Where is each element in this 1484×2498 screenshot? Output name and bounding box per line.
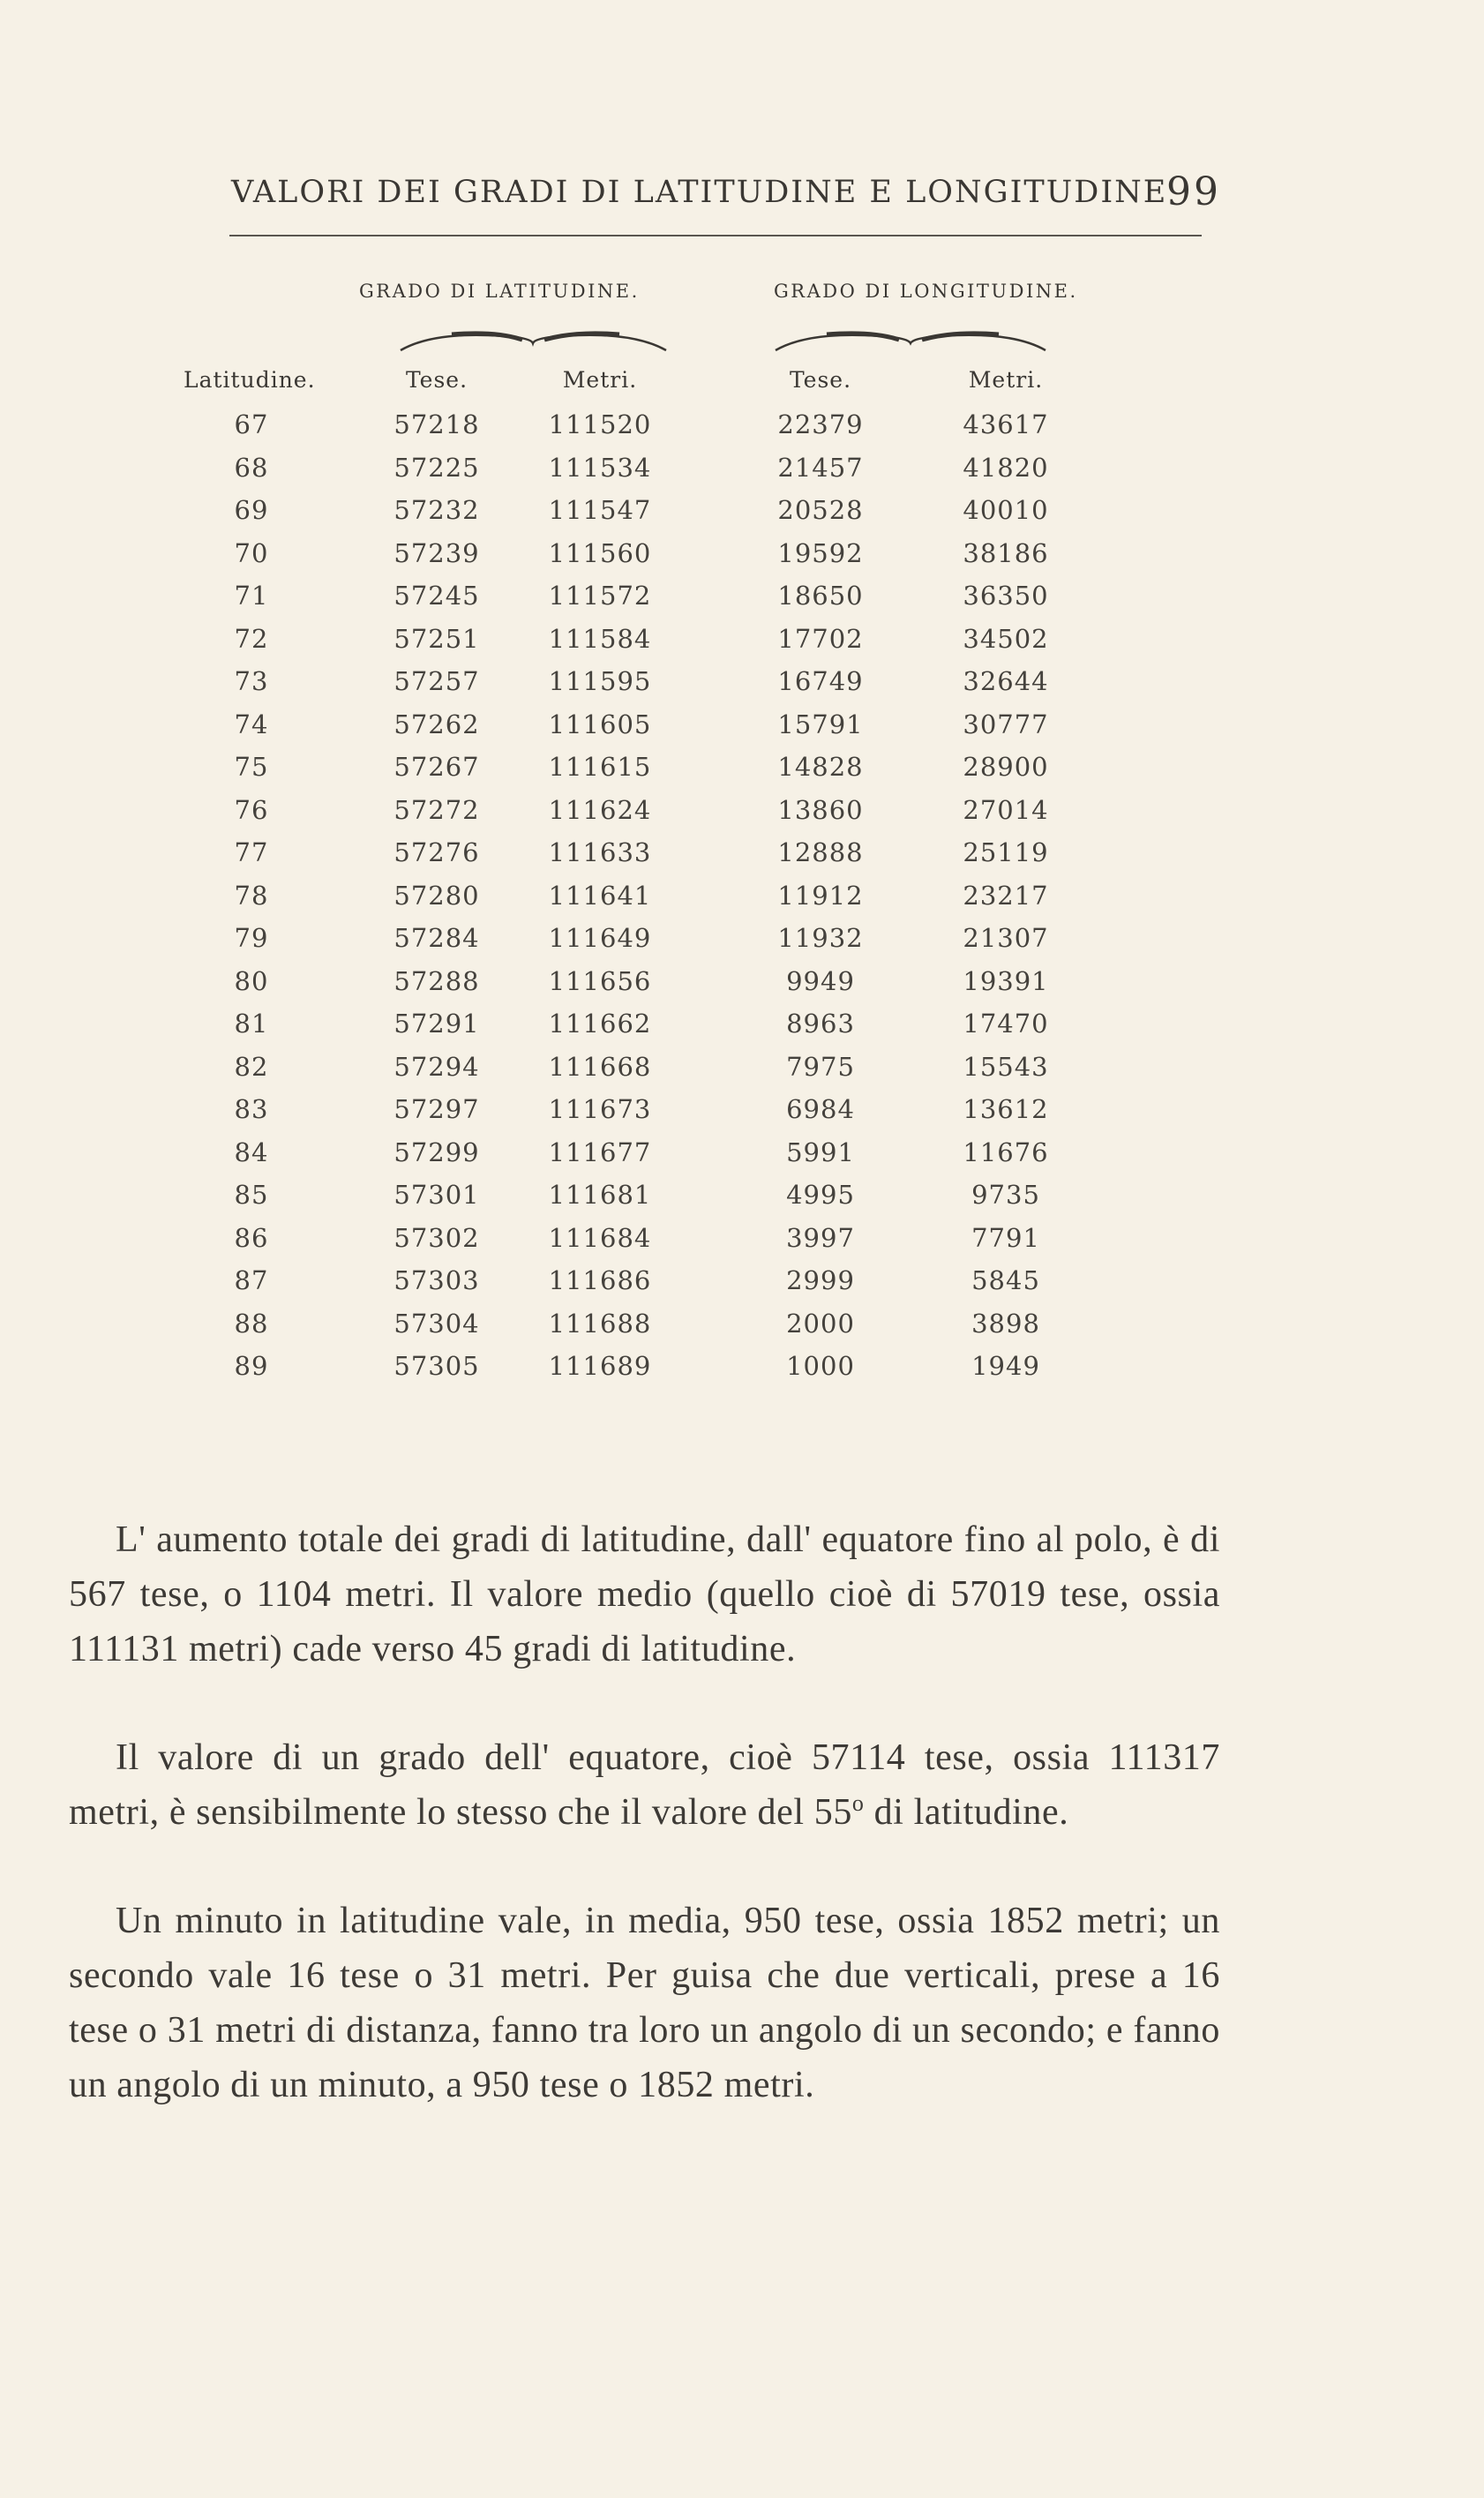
cell-lon-metri: 9735	[971, 1180, 1040, 1210]
cell-lon-tese: 18650	[777, 581, 864, 611]
cell-latitude: 78	[234, 880, 269, 911]
cell-lat-tese: 57303	[393, 1265, 480, 1295]
cell-lon-tese: 2999	[786, 1265, 855, 1295]
cell-lon-metri: 30777	[963, 709, 1049, 739]
cell-lon-tese: 6984	[786, 1094, 855, 1124]
cell-latitude: 77	[234, 837, 269, 867]
cell-lat-metri: 111684	[548, 1222, 652, 1253]
col-header-lon-tese: Tese.	[789, 367, 852, 393]
cell-lat-tese: 57284	[393, 923, 480, 953]
cell-lat-metri: 111656	[548, 965, 652, 996]
paragraph-valore-equatore	[69, 1730, 1220, 1840]
cell-lon-metri: 15543	[963, 1051, 1049, 1082]
cell-lat-metri: 111534	[548, 452, 652, 483]
cell-lon-tese: 3997	[786, 1222, 855, 1253]
cell-lon-metri: 1949	[971, 1351, 1040, 1381]
cell-lat-metri: 111547	[548, 495, 652, 525]
paragraph-1-text: L' aumento totale dei gradi di latitudine, dall' equatore fino al polo, è di 567 tese, o 1104 metri. Il valore medio (quello cioè di 57019 tese, ossia 111131 metri) cade verso 45 gradi di latitudine.	[69, 1519, 1220, 1669]
cell-lat-tese: 57267	[393, 752, 480, 782]
paragraph-2-text: Il valore di un grado dell' equatore, cioè 57114 tese, ossia 111317 metri, è sensibilmente lo stesso che il valore del 55	[69, 1737, 1220, 1833]
cell-lon-tese: 1000	[786, 1351, 855, 1381]
cell-lon-tese: 16749	[777, 666, 864, 696]
cell-lat-tese: 57280	[393, 880, 480, 911]
cell-lon-metri: 25119	[963, 837, 1049, 867]
cell-lon-metri: 13612	[963, 1094, 1049, 1124]
table-row	[0, 538, 1484, 581]
cell-latitude: 81	[234, 1009, 269, 1039]
table-row	[0, 666, 1484, 709]
cell-lat-tese: 57257	[393, 666, 480, 696]
cell-lat-tese: 57302	[393, 1222, 480, 1253]
cell-lon-metri: 40010	[963, 495, 1049, 525]
table-row	[0, 1052, 1484, 1094]
longitude-group-heading: GRADO DI LONGITUDINE.	[774, 281, 1078, 302]
cell-lat-tese: 57225	[393, 452, 480, 483]
cell-lat-tese: 57301	[393, 1180, 480, 1210]
cell-lon-tese: 20528	[777, 495, 864, 525]
table-row	[0, 1137, 1484, 1180]
table-row	[0, 1351, 1484, 1393]
cell-lat-tese: 57239	[393, 537, 480, 568]
table-row	[0, 453, 1484, 495]
table-row	[0, 1009, 1484, 1051]
cell-latitude: 87	[234, 1265, 269, 1295]
cell-lon-metri: 38186	[963, 537, 1049, 568]
table-row	[0, 837, 1484, 880]
cell-lat-tese: 57305	[393, 1351, 480, 1381]
cell-latitude: 73	[234, 666, 269, 696]
table-row	[0, 795, 1484, 837]
cell-lat-tese: 57272	[393, 794, 480, 825]
cell-latitude: 85	[234, 1180, 269, 1210]
cell-lon-metri: 23217	[963, 880, 1049, 911]
cell-lon-metri: 7791	[971, 1222, 1040, 1253]
cell-lon-tese: 2000	[786, 1308, 855, 1339]
cell-lon-tese: 9949	[786, 965, 855, 996]
cell-lat-metri: 111560	[548, 537, 652, 568]
cell-lat-metri: 111686	[548, 1265, 652, 1295]
longitude-brace-icon	[774, 322, 1047, 357]
cell-lat-tese: 57232	[393, 495, 480, 525]
page-number: 99	[1166, 169, 1221, 214]
cell-lat-metri: 111688	[548, 1308, 652, 1339]
cell-lat-tese: 57276	[393, 837, 480, 867]
cell-latitude: 72	[234, 623, 269, 654]
cell-lat-metri: 111673	[548, 1094, 652, 1124]
cell-latitude: 89	[234, 1351, 269, 1381]
cell-latitude: 82	[234, 1051, 269, 1082]
cell-lat-tese: 57291	[393, 1009, 480, 1039]
cell-lon-tese: 13860	[777, 794, 864, 825]
cell-latitude: 75	[234, 752, 269, 782]
cell-lon-metri: 27014	[963, 794, 1049, 825]
cell-lat-tese: 57297	[393, 1094, 480, 1124]
cell-lon-metri: 34502	[963, 623, 1049, 654]
cell-lon-metri: 28900	[963, 752, 1049, 782]
cell-lon-metri: 32644	[963, 666, 1049, 696]
paragraph-2-end: di latitudine.	[864, 1792, 1069, 1833]
cell-lon-tese: 11912	[777, 880, 864, 911]
running-title: VALORI DEI GRADI DI LATITUDINE E LONGITUDINE	[231, 175, 1168, 210]
cell-latitude: 74	[234, 709, 269, 739]
table-row	[0, 881, 1484, 923]
cell-lon-metri: 36350	[963, 581, 1049, 611]
cell-lon-tese: 22379	[777, 409, 864, 439]
cell-lon-metri: 41820	[963, 452, 1049, 483]
cell-lat-tese: 57251	[393, 623, 480, 654]
cell-lon-metri: 19391	[963, 965, 1049, 996]
cell-lat-metri: 111677	[548, 1136, 652, 1167]
cell-latitude: 83	[234, 1094, 269, 1124]
col-header-latitude: Latitudine.	[184, 367, 316, 393]
cell-lon-tese: 21457	[777, 452, 864, 483]
col-header-lat-tese: Tese.	[405, 367, 468, 393]
cell-lat-metri: 111649	[548, 923, 652, 953]
cell-lat-tese: 57294	[393, 1051, 480, 1082]
cell-lon-tese: 7975	[786, 1051, 855, 1082]
cell-latitude: 88	[234, 1308, 269, 1339]
cell-lat-metri: 111605	[548, 709, 652, 739]
cell-latitude: 80	[234, 965, 269, 996]
cell-lon-metri: 17470	[963, 1009, 1049, 1039]
cell-lat-metri: 111572	[548, 581, 652, 611]
paragraph-minuto	[69, 1894, 1220, 2112]
cell-lat-tese: 57262	[393, 709, 480, 739]
paragraph-3-text: Un minuto in latitudine vale, in media, 950 tese, ossia 1852 metri; un secondo vale 16 tese o 31 metri. Per guisa che due verticali, prese a 16 tese o 31 metri di distanza, fanno tra loro un angolo di un secondo; e fanno un angolo di un minuto, a 950 tese o 1852 metri.	[69, 1901, 1220, 2105]
cell-lon-tese: 14828	[777, 752, 864, 782]
cell-lat-metri: 111689	[548, 1351, 652, 1381]
cell-lon-metri: 5845	[971, 1265, 1040, 1295]
table-row	[0, 1309, 1484, 1351]
table-row	[0, 1180, 1484, 1222]
latitude-brace-icon	[399, 322, 668, 357]
cell-lat-metri: 111595	[548, 666, 652, 696]
cell-latitude: 68	[234, 452, 269, 483]
col-header-lat-metri: Metri.	[562, 367, 638, 393]
cell-lon-metri: 43617	[963, 409, 1049, 439]
table-row	[0, 1223, 1484, 1265]
cell-latitude: 79	[234, 923, 269, 953]
table-row	[0, 1265, 1484, 1308]
cell-lat-metri: 111641	[548, 880, 652, 911]
cell-lat-metri: 111624	[548, 794, 652, 825]
paragraph-aumento-totale	[69, 1512, 1220, 1677]
cell-lat-metri: 111668	[548, 1051, 652, 1082]
cell-lat-metri: 111520	[548, 409, 652, 439]
cell-lon-metri: 3898	[971, 1308, 1040, 1339]
cell-lon-tese: 11932	[777, 923, 864, 953]
cell-lon-metri: 21307	[963, 923, 1049, 953]
cell-latitude: 71	[234, 581, 269, 611]
cell-latitude: 70	[234, 537, 269, 568]
cell-lat-tese: 57245	[393, 581, 480, 611]
cell-latitude: 86	[234, 1222, 269, 1253]
table-row	[0, 495, 1484, 537]
table-row	[0, 581, 1484, 623]
table-row	[0, 752, 1484, 794]
cell-lon-tese: 8963	[786, 1009, 855, 1039]
header-rule	[229, 235, 1202, 236]
cell-latitude: 84	[234, 1136, 269, 1167]
cell-lon-tese: 4995	[786, 1180, 855, 1210]
table-row	[0, 409, 1484, 452]
cell-lon-metri: 11676	[963, 1136, 1049, 1167]
table-row	[0, 709, 1484, 752]
cell-latitude: 76	[234, 794, 269, 825]
cell-lat-metri: 111615	[548, 752, 652, 782]
cell-lat-metri: 111633	[548, 837, 652, 867]
cell-lat-metri: 111681	[548, 1180, 652, 1210]
cell-latitude: 69	[234, 495, 269, 525]
cell-lat-tese: 57218	[393, 409, 480, 439]
cell-lat-tese: 57288	[393, 965, 480, 996]
col-header-lon-metri: Metri.	[968, 367, 1044, 393]
latitude-group-heading: GRADO DI LATITUDINE.	[359, 281, 640, 302]
cell-lon-tese: 19592	[777, 537, 864, 568]
cell-lat-tese: 57304	[393, 1308, 480, 1339]
table-row	[0, 966, 1484, 1009]
degree-superscript: o	[851, 1790, 865, 1816]
cell-lat-tese: 57299	[393, 1136, 480, 1167]
cell-lon-tese: 17702	[777, 623, 864, 654]
cell-lat-metri: 111584	[548, 623, 652, 654]
running-header	[231, 169, 1221, 214]
cell-latitude: 67	[234, 409, 269, 439]
table-row	[0, 923, 1484, 965]
cell-lon-tese: 15791	[777, 709, 864, 739]
cell-lon-tese: 12888	[777, 837, 864, 867]
cell-lon-tese: 5991	[786, 1136, 855, 1167]
table-row	[0, 1094, 1484, 1136]
table-row	[0, 624, 1484, 666]
cell-lat-metri: 111662	[548, 1009, 652, 1039]
